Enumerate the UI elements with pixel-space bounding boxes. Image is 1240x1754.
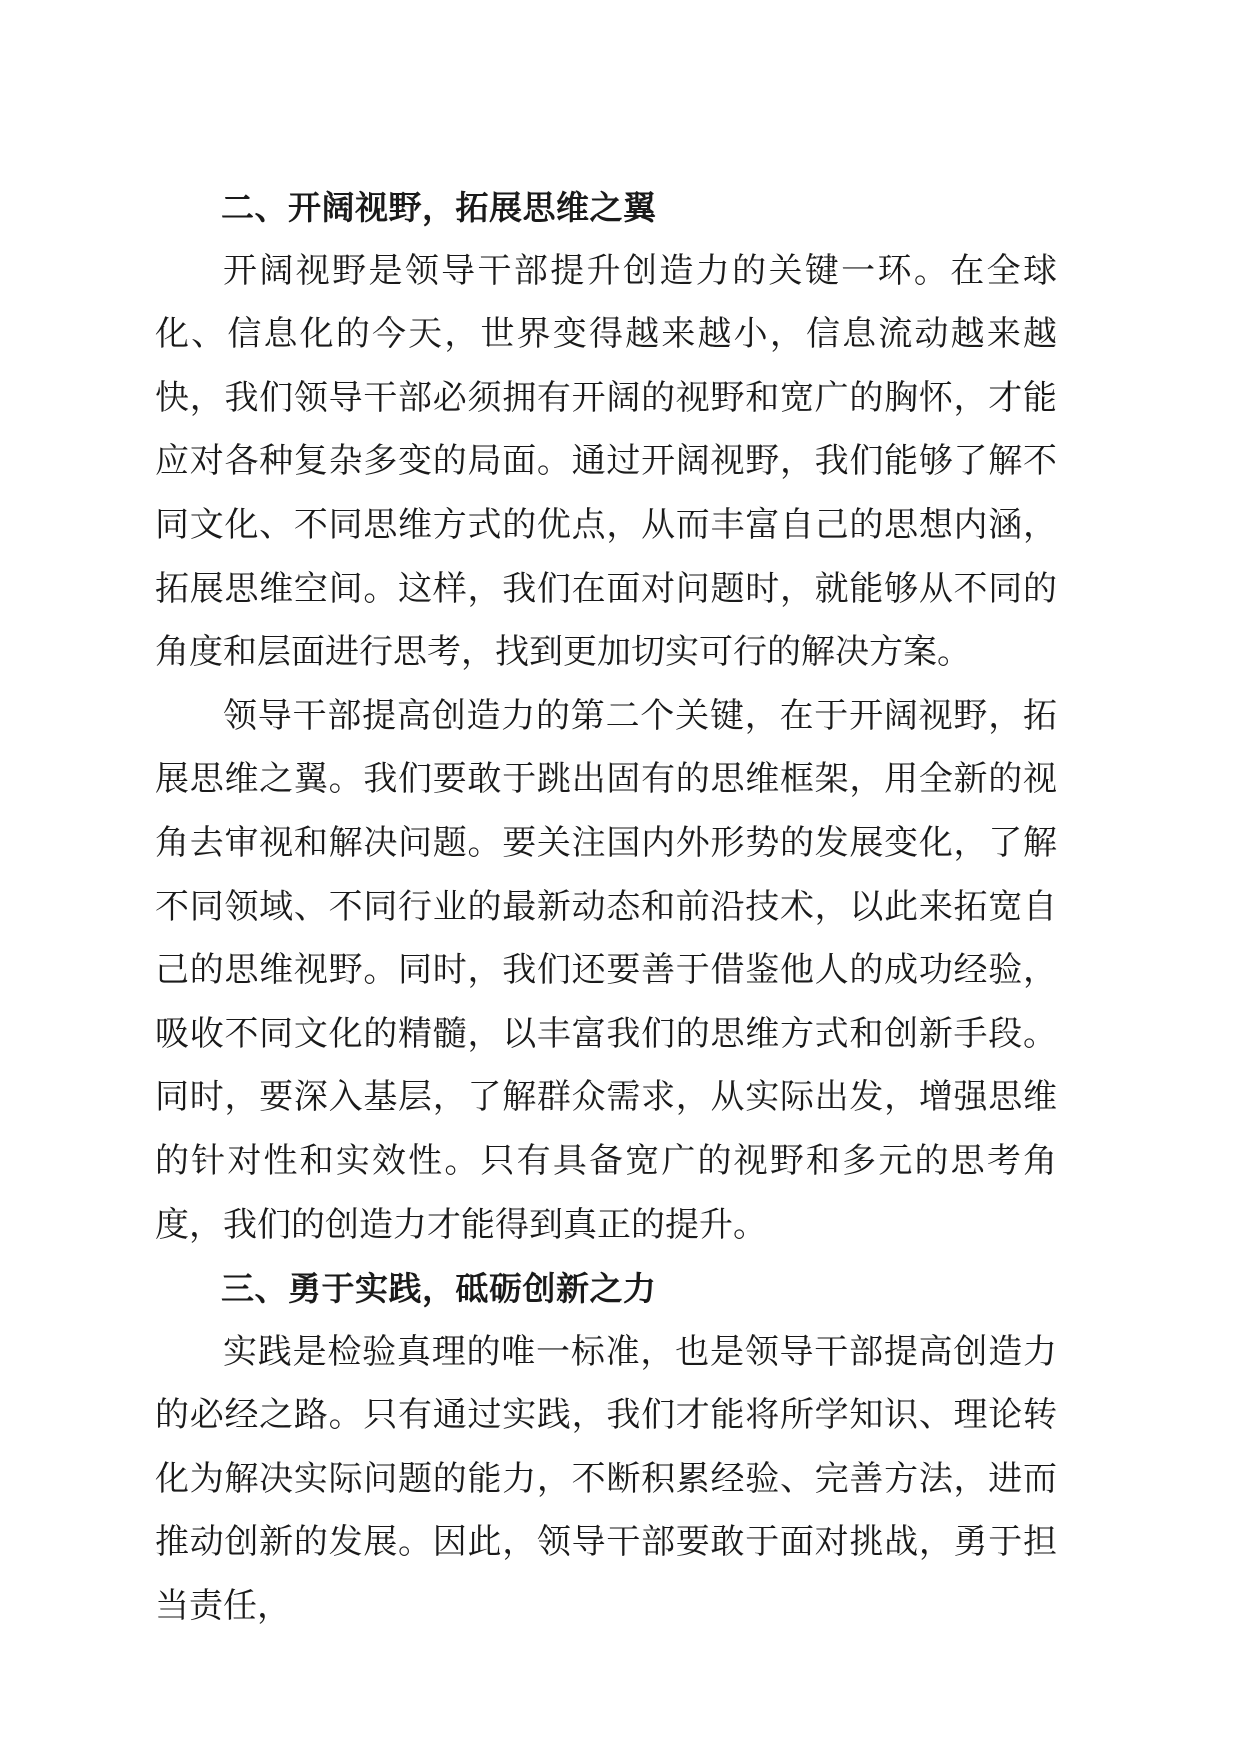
section-heading-2: 二、开阔视野，拓展思维之翼 xyxy=(221,188,657,227)
section-3-paragraph-1: 实践是检验真理的唯一标准，也是领导干部提高创造力的必经之路。只有通过实践，我们才能将所学知识、理论转化为解决实际问题的能力，不断积累经验、完善方法，进而推动创新的发展。因此，领导干部要敢于面对挑战，勇于担当责任， xyxy=(155,1331,1057,1627)
document-body xyxy=(155,176,1057,1639)
section-2-paragraph-2: 领导干部提高创造力的第二个关键，在于开阔视野，拓展思维之翼。我们要敢于跳出固有的思维框架，用全新的视角去审视和解决问题。要关注国内外形势的发展变化，了解不同领域、不同行业的最新动态和前沿技术，以此来拓宽自己的思维视野。同时，我们还要善于借鉴他人的成功经验，吸收不同文化的精髓，以丰富我们的思维方式和创新手段。同时，要深入基层，了解群众需求，从实际出发，增强思维的针对性和实效性。只有具备宽广的视野和多元的思考角度，我们的创造力才能得到真正的提升。 xyxy=(155,695,1057,1245)
section-heading-3: 三、勇于实践，砥砺创新之力 xyxy=(221,1269,657,1309)
section-2-paragraph-1: 开阔视野是领导干部提升创造力的关键一环。在全球化、信息化的今天，世界变得越来越小，信息流动越来越快，我们领导干部必须拥有开阔的视野和宽广的胸怀，才能应对各种复杂多变的局面。通过开阔视野，我们能够了解不同文化、不同思维方式的优点，从而丰富自己的思想内涵，拓展思维空间。这样，我们在面对问题时，就能够从不同的角度和层面进行思考，找到更加切实可行的解决方案。 xyxy=(155,250,1057,673)
